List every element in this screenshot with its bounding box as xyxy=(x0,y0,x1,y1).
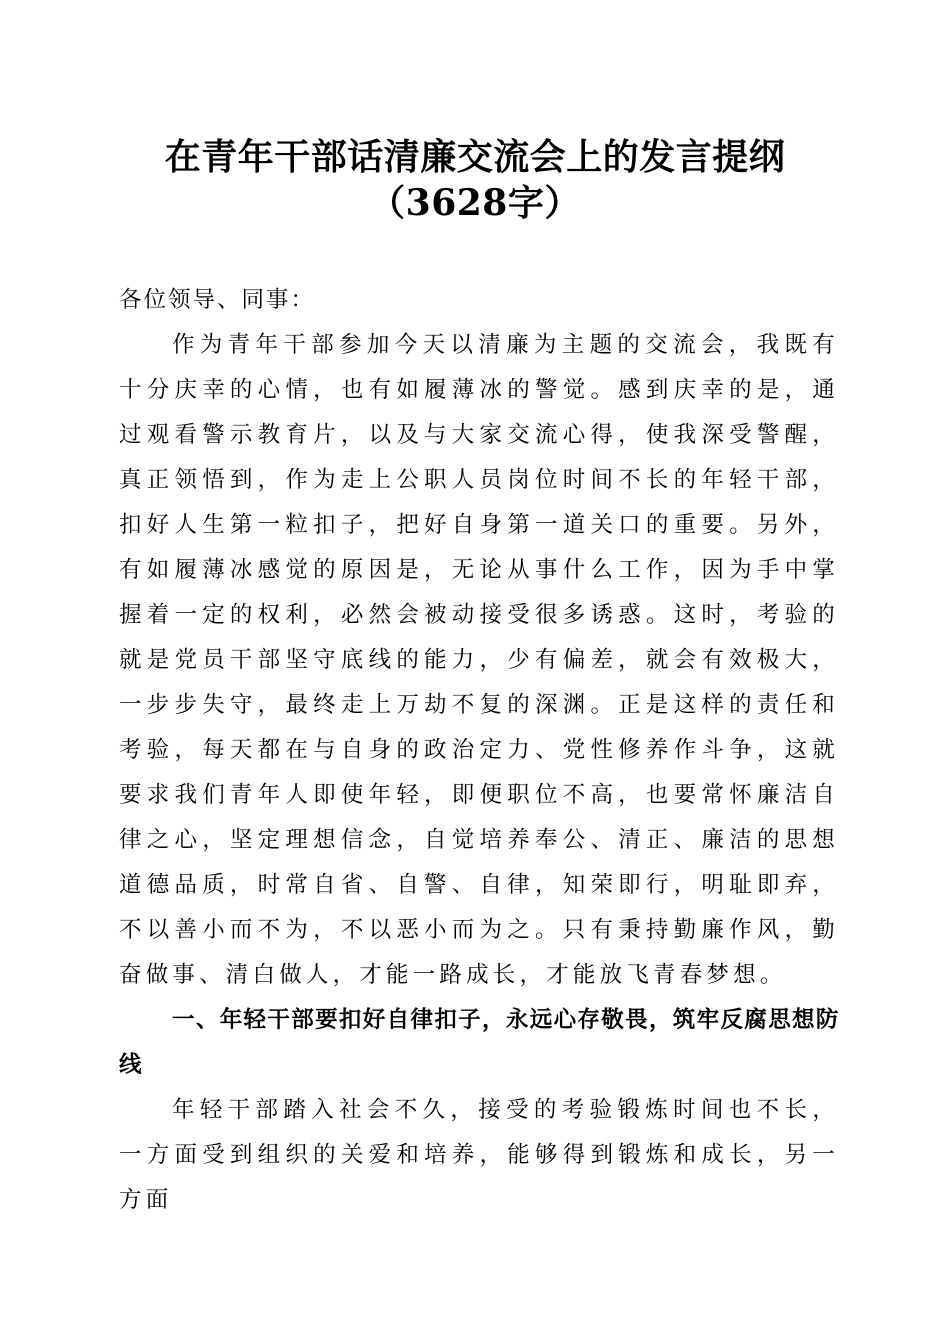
intro-paragraph: 作为青年干部参加今天以清廉为主题的交流会，我既有十分庆幸的心情，也有如履薄冰的警觉。感到庆幸的是，通过观看警示教育片，以及与大家交流心得，使我深受警醒，真正领悟到，作为走上公职人员岗位时间不长的年轻干部，扣好人生第一粒扣子，把好自身第一道关口的重要。另外，有如履薄冰感觉的原因是，无论从事什么工作，因为手中掌握着一定的权利，必然会被动接受很多诱惑。这时，考验的就是党员干部坚守底线的能力，少有偏差，就会有效极大，一步步失守，最终走上万劫不复的深渊。正是这样的责任和考验，每天都在与自身的政治定力、党性修养作斗争，这就要求我们青年人即使年轻，即便职位不高，也要常怀廉洁自律之心，坚定理想信念，自觉培养奉公、清正、廉洁的思想道德品质，时常自省、自警、自律，知荣即行，明耻即弃，不以善小而不为，不以恶小而为之。只有秉持勤廉作风，勤奋做事、清白做人，才能一路成长，才能放飞青春梦想。 xyxy=(119,332,839,988)
document-title: 在青年干部话清廉交流会上的发言提纲（3628字） xyxy=(164,136,786,224)
salutation: 各位领导、同事： xyxy=(119,287,316,313)
section-heading-1: 一、年轻干部要扣好自律扣子，永远心存敬畏，筑牢反腐思想防线 xyxy=(119,1007,839,1078)
document-body xyxy=(119,278,839,1223)
section-paragraph-1: 年轻干部踏入社会不久，接受的考验锻炼时间也不长，一方面受到组织的关爱和培养，能够得到锻炼和成长，另一方面 xyxy=(119,1097,839,1213)
